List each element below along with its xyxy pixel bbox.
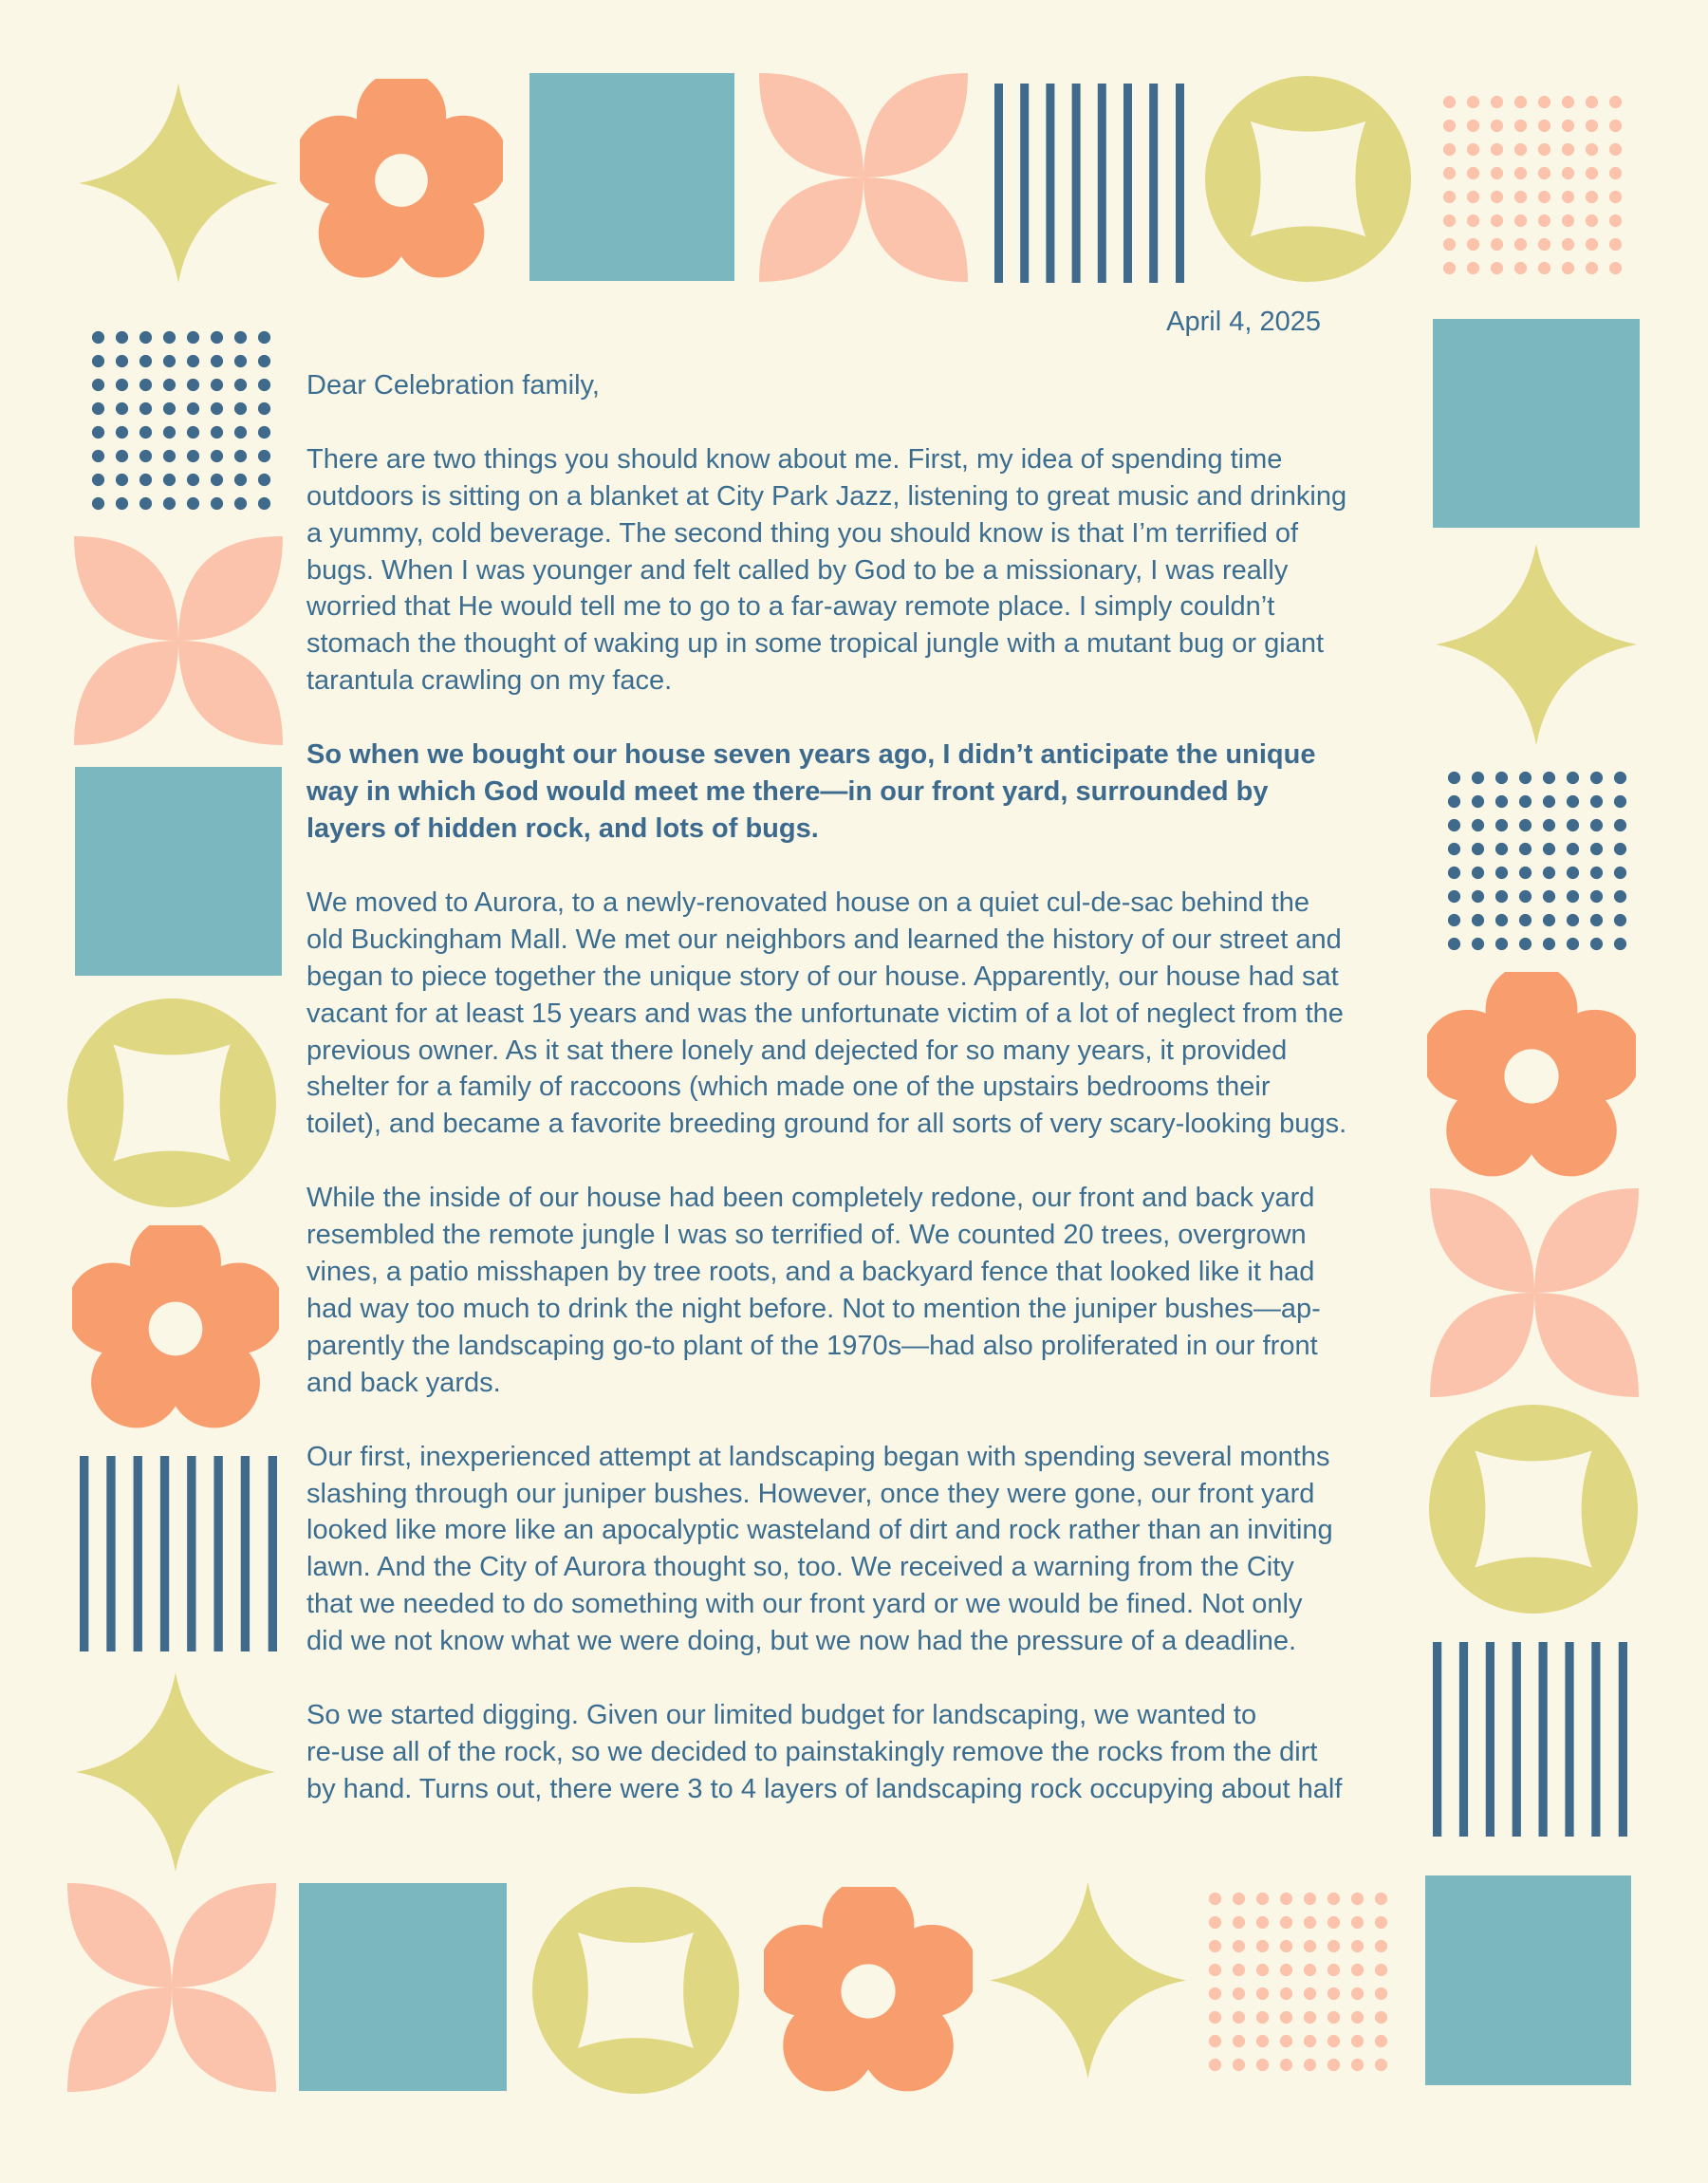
square-tile [529, 73, 734, 281]
dots-tile [1442, 766, 1632, 956]
sparkle-icon [76, 1672, 275, 1872]
flower-icon [764, 1887, 973, 2096]
circle-star-icon [67, 998, 276, 1207]
square-tile [1425, 1875, 1631, 2085]
paragraph-intro: There are two things you should know about me. First, my idea of spending time outdoors is sitting on a blanket at City Park Jazz, listening to great music and drinking a yummy, cold beverage. The second thing you should know is that I’m terrified of bugs. When I was younger and felt called by God to be a missionary, I was really worried that He would tell me to go to a far-away remote place. I simply couldn’t stomach the thought of waking up in some tropical jungle with a mutant bug or giant tarantula crawling on my face. [306, 443, 1347, 697]
stripes-tile [80, 1456, 277, 1651]
letter-greeting: Dear Celebration family, [306, 369, 600, 401]
letter-body [306, 304, 1412, 1845]
paragraph-yard: While the inside of our house had been completely redone, our front and back yard resembled the remote jungle I was so terrified of. We counted 20 trees, overgrown vines, a patio misshapen by tree roots, and a backyard fence that looked like it had had way too much to drink the night before. Not to mention the juniper bushes—ap- parently the landscaping go-to plant of the 1970s—had also proliferated in our front and back yards. [306, 1183, 1321, 1398]
square-tile [1433, 319, 1640, 528]
paragraph-digging: So we started digging. Given our limited budget for landscaping, we wanted to re-use all of the rock, so we decided to painstakingly remove the rocks from the dirt by hand. Turns out, there were 3 to 4 layers of landscaping rock occupying about half [306, 1700, 1343, 1804]
flower-icon [300, 79, 503, 282]
sparkle-icon [79, 84, 278, 283]
letter-date: April 4, 2025 [1166, 307, 1321, 337]
dots-tile [86, 326, 276, 515]
flower-icon [1427, 972, 1636, 1181]
petal-icon [759, 73, 968, 282]
paragraph-moving: We moved to Aurora, to a newly-renovated house on a quiet cul-de-sac behind the old Buckingham Mall. We met our neighbors and learned the history of our street and began to piece together the unique story of our house. Apparently, our house had sat vacant for at least 15 years and was the unfortunate victim of a lot of neglect from the previous owner. As it sat there lonely and dejected for so many years, it provided shelter for a family of raccoons (which made one of the upstairs bedrooms their toilet), and became a favorite breeding ground for all sorts of very scary-looking bugs. [306, 886, 1347, 1140]
circle-star-icon [1429, 1405, 1638, 1614]
paragraph-highlight: So when we bought our house seven years ago, I didn’t anticipate the unique way in which God would meet me there—in our front yard, surrounded by layers of hidden rock, and lots of bugs. [306, 739, 1316, 844]
stripes-tile [994, 84, 1184, 283]
petal-icon [74, 536, 283, 745]
circle-star-icon [532, 1887, 739, 2094]
flower-icon [72, 1225, 279, 1432]
square-tile [299, 1883, 507, 2091]
square-tile [75, 767, 282, 976]
petal-icon [1430, 1188, 1639, 1397]
stripes-tile [1433, 1642, 1627, 1837]
dots-tile [1203, 1887, 1393, 2077]
dots-tile [1438, 90, 1627, 280]
petal-icon [67, 1883, 276, 2092]
sparkle-icon [1436, 544, 1637, 745]
paragraph-landscaping: Our first, inexperienced attempt at landscaping began with spending several months slashing through our juniper bushes. However, once they were gone, our front yard looked like more like an apocalyptic wasteland of dirt and rock rather than an inviting lawn. And the City of Aurora thought so, too. We received a warning from the City that we needed to do something with our front yard or we would be fined. Not only did we not know what we were doing, but we now had the pressure of a deadline. [306, 1441, 1333, 1657]
circle-star-icon [1205, 76, 1411, 282]
sparkle-icon [990, 1882, 1186, 2079]
